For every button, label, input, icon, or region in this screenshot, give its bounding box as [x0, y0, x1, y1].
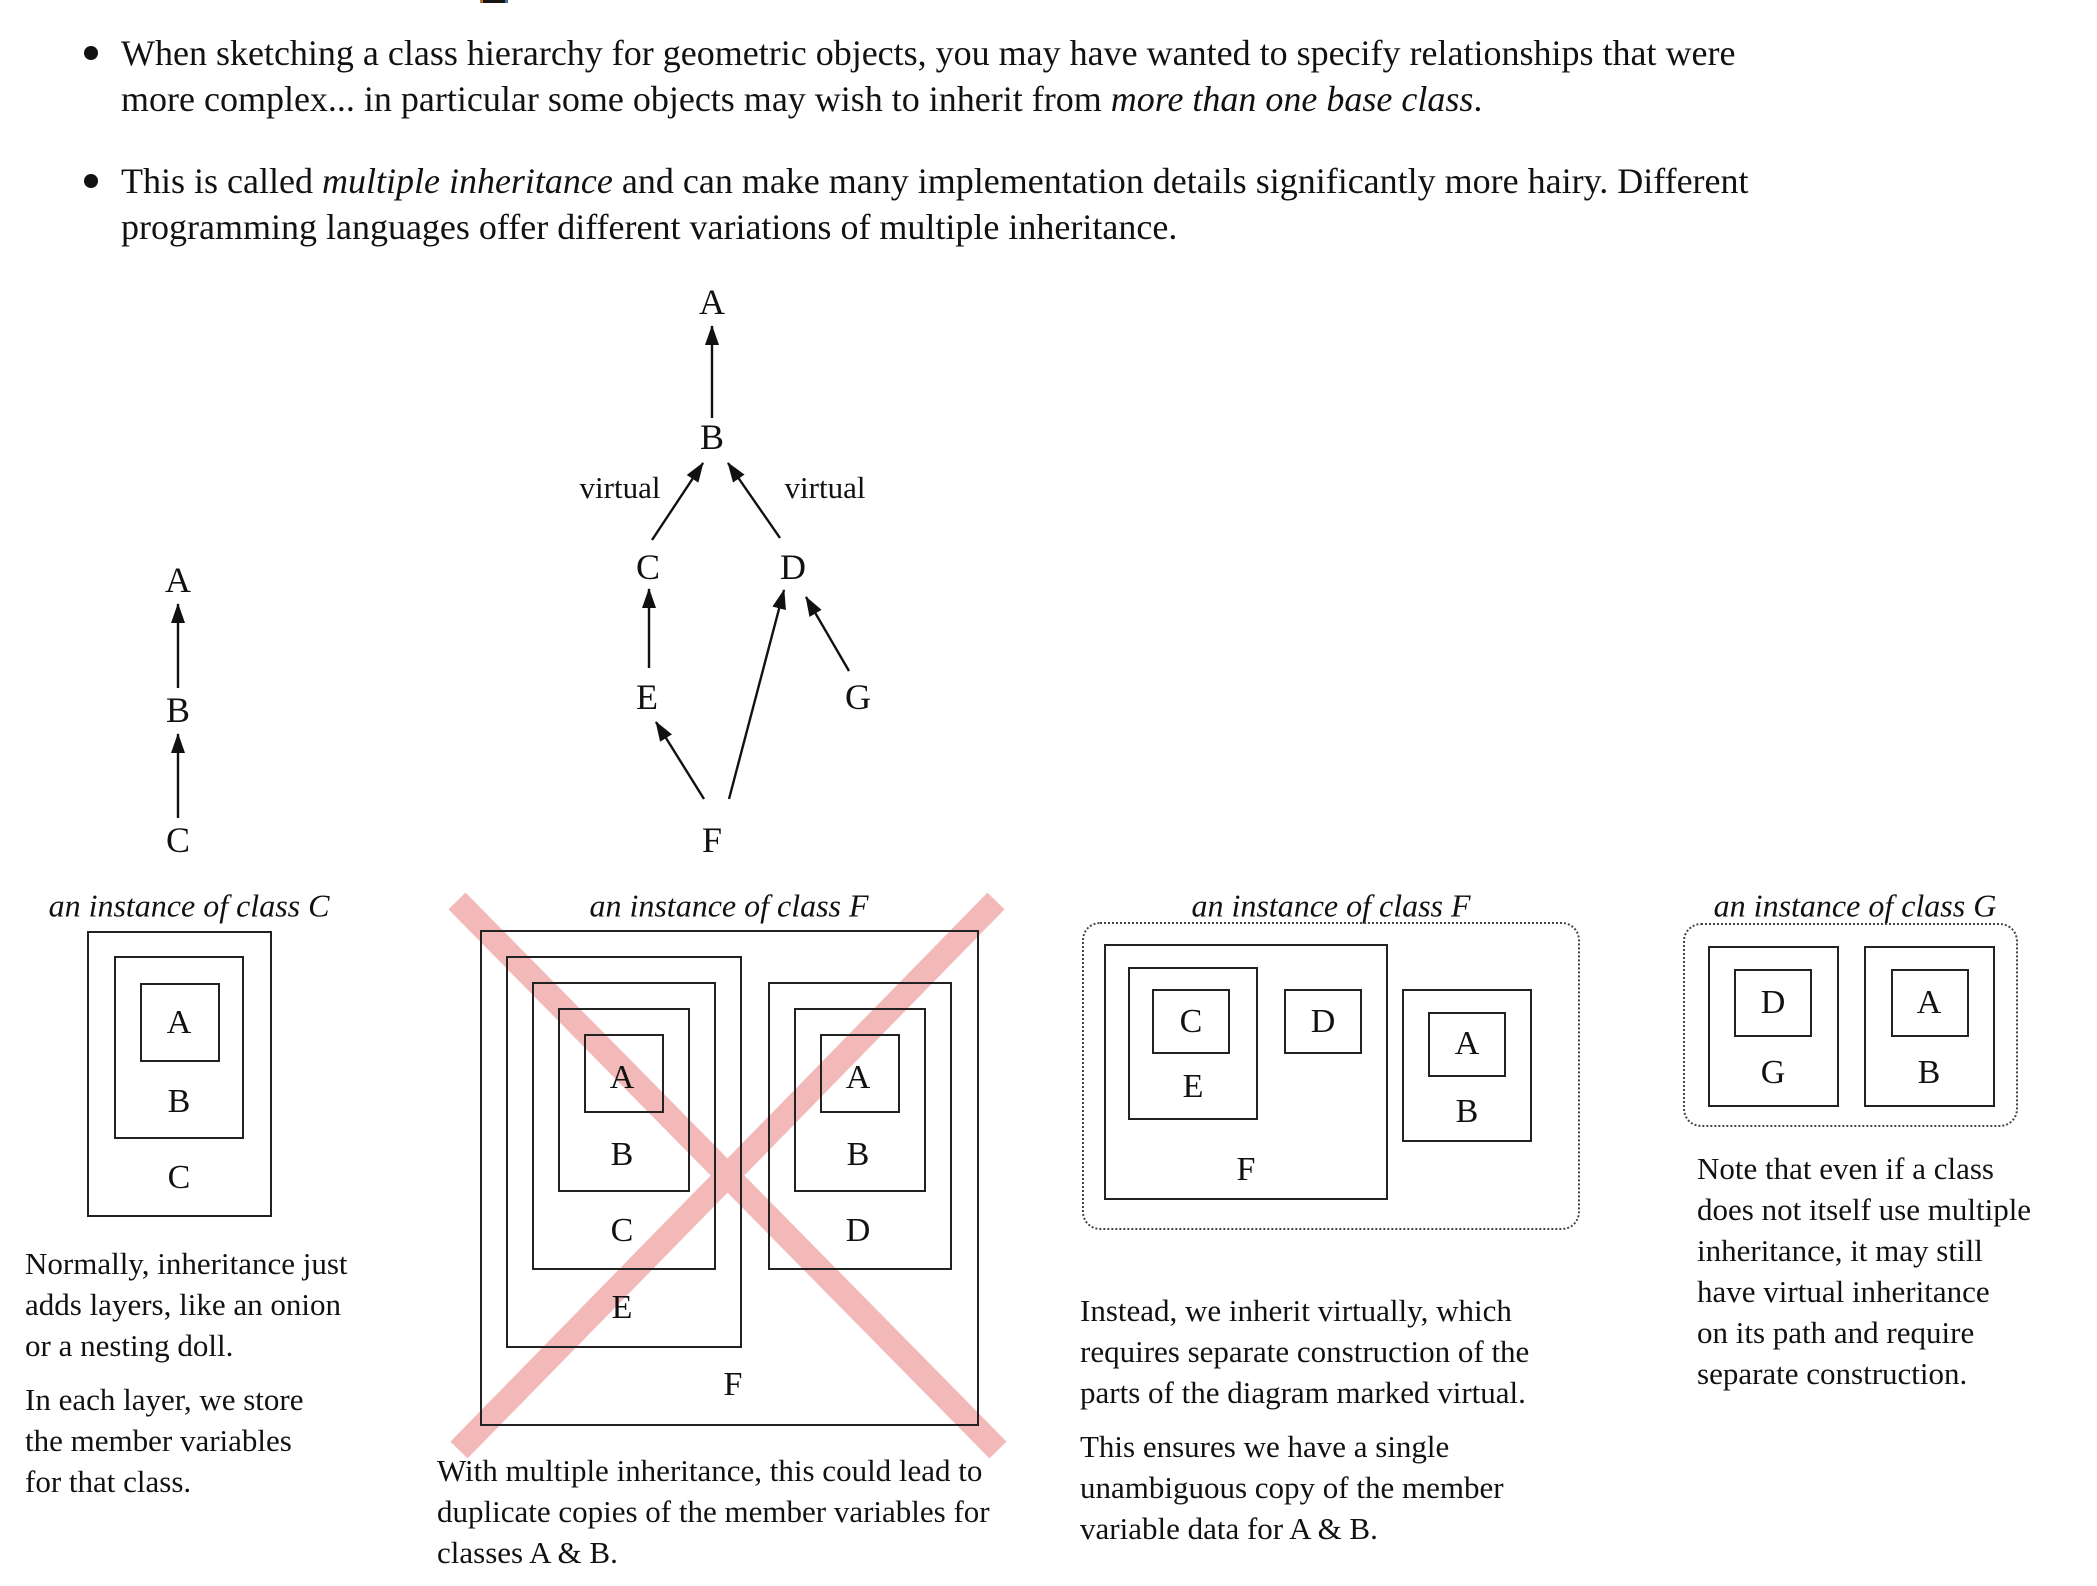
class-node-label: B	[165, 690, 191, 730]
caption-line: Note that even if a class	[1697, 1151, 1994, 1186]
caption-line: In each layer, we store	[25, 1382, 304, 1417]
caption-text	[1080, 1290, 1529, 1562]
member-layer-label: F	[1236, 1151, 1256, 1188]
class-node-label: E	[636, 677, 658, 717]
text-segment: .	[1473, 79, 1483, 119]
caption-line: With multiple inheritance, this could lead to	[437, 1453, 983, 1488]
member-layer-label: D	[845, 1212, 871, 1249]
caption-line: unambiguous copy of the member	[1080, 1470, 1504, 1505]
caption-line: adds layers, like an onion	[25, 1287, 341, 1322]
caption-line: have virtual inheritance	[1697, 1274, 1990, 1309]
caption-paragraph	[1080, 1290, 1529, 1413]
caption-line: does not itself use multiple	[1697, 1192, 2032, 1227]
bullet-line	[121, 158, 2079, 204]
caption-line: This ensures we have a single	[1080, 1429, 1450, 1464]
bullet-icon	[84, 174, 98, 188]
class-node-label: F	[701, 820, 723, 860]
inheritance-arrows	[178, 326, 849, 818]
caption-text	[1697, 1148, 2031, 1407]
member-layer-label: D	[1760, 984, 1786, 1021]
class-node-label: A	[699, 282, 725, 322]
caption-paragraph	[25, 1379, 348, 1502]
caption-line: Instead, we inherit virtually, which	[1080, 1293, 1512, 1328]
caption-line: parts of the diagram marked virtual.	[1080, 1375, 1526, 1410]
text-segment: more complex... in particular some objects may wish to inherit from	[121, 79, 1111, 119]
caption-paragraph	[437, 1450, 990, 1573]
member-layer-label: B	[846, 1136, 870, 1173]
member-layer-label: B	[610, 1136, 634, 1173]
class-node-label: B	[699, 417, 725, 457]
caption-line: or a nesting doll.	[25, 1328, 234, 1363]
bullet-line	[121, 204, 2079, 250]
caption-line: duplicate copies of the member variables for	[437, 1494, 990, 1529]
caption-paragraph	[1080, 1426, 1529, 1549]
instance-title: an instance of class F	[589, 887, 869, 924]
caption-line: requires separate construction of the	[1080, 1334, 1530, 1369]
caption-paragraph	[1697, 1148, 2031, 1394]
virtual-inheritance-label: virtual	[784, 470, 866, 505]
bullet-text	[121, 30, 2079, 122]
member-layer-label: A	[609, 1059, 635, 1096]
bullet-icon	[84, 46, 98, 60]
bullet-line	[121, 30, 2079, 76]
caption-line: separate construction.	[1697, 1356, 1968, 1391]
text-segment: When sketching a class hierarchy for geometric objects, you may have wanted to specify relationships that were	[121, 33, 1736, 73]
class-node-label: C	[635, 547, 661, 587]
instance-title: an instance of class G	[1713, 887, 1997, 924]
clipped-title-fragment	[480, 0, 508, 3]
caption-paragraph	[25, 1243, 348, 1366]
text-segment: This is called	[121, 161, 322, 201]
class-node-label: G	[845, 677, 871, 717]
member-layer-label: E	[1182, 1068, 1204, 1105]
caption-text	[437, 1450, 990, 1586]
bullet-item	[84, 30, 2079, 122]
member-layer-label: E	[611, 1289, 633, 1326]
member-layer-label: A	[1454, 1025, 1480, 1062]
member-layer-label: A	[1916, 984, 1942, 1021]
caption-text	[25, 1243, 348, 1515]
instance-title: an instance of class F	[1191, 887, 1471, 924]
caption-line: on its path and require	[1697, 1315, 1975, 1350]
inheritance-arrow	[806, 597, 849, 671]
member-layer-label: D	[1310, 1003, 1336, 1040]
class-node-label: D	[780, 547, 806, 587]
bullet-item	[84, 158, 2079, 250]
member-layer-label: C	[1179, 1003, 1203, 1040]
emphasized-text: multiple inheritance	[321, 161, 613, 201]
member-layer-label: A	[166, 1004, 192, 1041]
inheritance-arrow	[729, 590, 784, 799]
caption-line: for that class.	[25, 1464, 192, 1499]
caption-line: the member variables	[25, 1423, 292, 1458]
text-segment: programming languages offer different variations of multiple inheritance.	[121, 207, 1178, 247]
member-layer-label: C	[610, 1212, 634, 1249]
member-layer-label: G	[1760, 1054, 1786, 1091]
member-layer-label: B	[1917, 1054, 1941, 1091]
caption-line: inheritance, it may still	[1697, 1233, 1983, 1268]
caption-line: classes A & B.	[437, 1535, 618, 1570]
member-layer-label: B	[1455, 1093, 1479, 1130]
class-node-label: C	[165, 820, 191, 860]
caption-line: variable data for A & B.	[1080, 1511, 1378, 1546]
member-layer-label: B	[167, 1083, 191, 1120]
instance-title: an instance of class C	[48, 887, 330, 924]
class-node-label: A	[165, 560, 191, 600]
bullet-line	[121, 76, 2079, 122]
emphasized-text: more than one base class	[1110, 79, 1474, 119]
member-layer-label: F	[723, 1366, 743, 1403]
inheritance-arrow	[728, 463, 780, 538]
member-layer-label: C	[167, 1159, 191, 1196]
bullet-text	[121, 158, 2079, 250]
text-segment: and can make many implementation details significantly more hairy. Different	[612, 161, 1749, 201]
caption-line: Normally, inheritance just	[25, 1246, 348, 1281]
inheritance-arrow	[656, 722, 704, 799]
member-layer-label: A	[845, 1059, 871, 1096]
virtual-inheritance-label: virtual	[579, 470, 661, 505]
